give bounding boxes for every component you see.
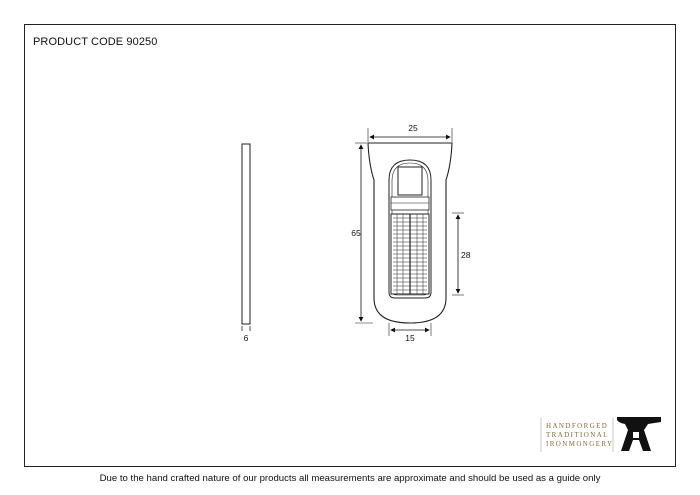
dim-grille-width-label: 15 [405,333,415,343]
logo-line-3: IRONMONGERY [546,440,614,448]
brand-logo [541,417,661,452]
dim-grille-height-label: 28 [461,250,471,260]
slide-knob [398,167,422,195]
logo-line-1: HANDFORGED [546,422,609,430]
anvil-icon [617,417,661,451]
dim-thickness-label: 6 [243,333,249,343]
grille [391,214,429,294]
side-view [242,144,250,324]
disclaimer: Due to the hand crafted nature of our products all measurements are approximate and should be used as a guide only [99,473,601,484]
logo-line-2: TRADITIONAL [546,431,609,439]
dim-height-label: 65 [351,228,361,238]
dim-width-label: 25 [408,123,418,133]
product-code: PRODUCT CODE 90250 [33,36,158,48]
